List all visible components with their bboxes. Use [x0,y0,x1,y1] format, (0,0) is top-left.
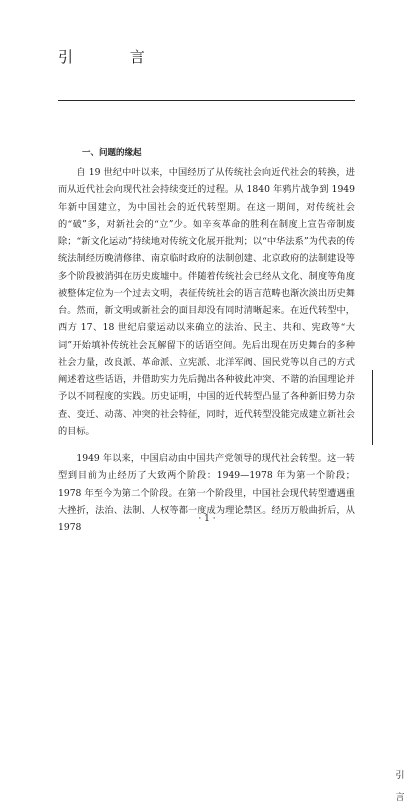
chapter-title: 引 言 [58,48,171,66]
page-number: · 1 · [198,514,216,524]
side-tab-label: 引言 [395,771,405,803]
paragraph-2: 1949 年以来，中国启动由中国共产党领导的现代社会转型。这一转型到目前为止经历了大致两个阶段：1949—1978 年为第一个阶段；1978 年至今为第二个阶段。在第一个阶段里，中国社会现代转型遭遇重大挫折，法治、法制、人权等都一度成为理论禁区。经历万般曲折后，从 1978 [58,453,355,533]
header-rule [58,100,355,101]
paragraph-1: 自 19 世纪中叶以来，中国经历了从传统社会向近代社会的转换，进而从近代社会向现代社会持续变迁的过程。从 1840 年鸦片战争到 1949 年新中国建立，为中国社会的近代转型期。在这一期间，对传统社会的“破”多，对新社会的“立”少。如辛亥革命的胜利在制度上宣告帝制废除；“新文化运动”持续地对传统文化展开批判；以“中华法系”为代表的传统法制经历晚清修律、南京临时政府的法制创建、北京政府的法制建设等多个阶段被消弭在历史废墟中。伴随着传统社会已经从文化、制度等角度被整体定位为一个过去文明，表征传统社会的语言范畴也渐次淡出历史舞台。然而，新文明或新社会的面目却没有同时清晰起来。在近代转型中，西方 17、18 世纪启蒙运动以来确立的法治、民主、共和、宪政等“大词”开始填补传统社会瓦解留下的话语空间。先后出现在历史舞台的多种社会力量，改良派、革命派、立宪派、北洋军阀、国民党等以自己的方式阐述着这些话语，并借助实力先后抛出各种彼此冲突、不谐的治国理论并予以不同程度的实践。历史证明，中国的近代转型凸显了各种新旧势力杂查、变迁、动荡、冲突的社会特征，同时，近代转型没能完成建立新社会的目标。 [58,167,355,437]
section-heading: 一、问题的缘起 [82,148,142,158]
body-text [58,164,355,536]
side-tab [372,370,414,803]
